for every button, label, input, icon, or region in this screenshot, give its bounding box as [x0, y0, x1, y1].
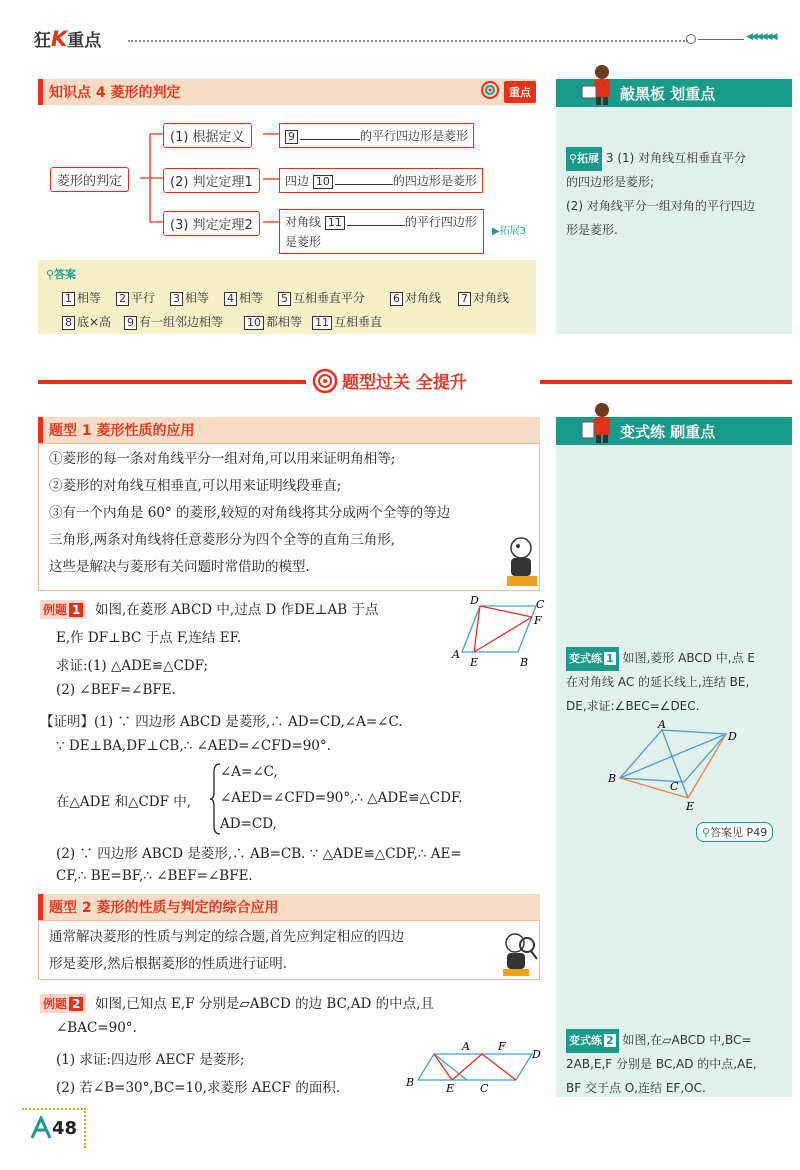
target-icon [480, 80, 500, 100]
proof-line-4: (2) ∵ 四边形 ABCD 是菱形,∴ AB=CB. ∵ △ADE≌△CDF,∴ AE= [56, 846, 462, 862]
proof-system-3: AD=CD, [220, 816, 277, 832]
section-title: 题型过关 全提升 [342, 373, 467, 393]
answer-10: 10 都相等 [244, 313, 302, 330]
answer-box [38, 260, 536, 334]
section-rule-left [38, 380, 306, 384]
proof-line-3: 在△ADE 和△CDF 中, [56, 794, 192, 810]
branch-3-statement: 对角线 11 的平行四边形 是菱形 [279, 209, 484, 254]
example1-line-2: E,作 DF⊥BC 于点 F,连结 EF. [56, 630, 242, 646]
header-circle-ornament [686, 34, 696, 44]
tip-line: 三角形,两条对角线将任意菱形分为四个全等的直角三角形, [49, 532, 396, 548]
answer-6: 6 对角线 [390, 289, 441, 306]
type1-title-bar [38, 417, 540, 443]
branch-3-link [263, 218, 279, 226]
brace [210, 762, 222, 836]
type1-title: 题型 1 菱形性质的应用 [49, 423, 195, 439]
proof-line-1: 【证明】(1) ∵ 四边形 ABCD 是菱形,∴ AD=CD,∠A=∠C. [40, 714, 403, 730]
practice-title: 变式练 刷重点 [620, 422, 716, 441]
practice1-tag: 变式练 1 [566, 647, 619, 671]
practice2-line-1: 变式练 2 如图,在▱ABCD 中,BC= [566, 1028, 751, 1053]
branch-1-statement: 9 的平行四边形是菱形 [279, 123, 474, 148]
fig3-label-e: E [446, 1082, 455, 1092]
example2-line-3: (1) 求证:四边形 AECF 是菱形; [56, 1052, 245, 1068]
mindmap-root: 菱形的判定 [50, 167, 129, 192]
branch-1-link [263, 130, 279, 138]
student-figure-icon [580, 62, 620, 106]
fig3-label-c: C [480, 1082, 489, 1092]
fig3-label-f: F [498, 1040, 506, 1053]
branch-2-label: (2) 判定定理1 [163, 168, 260, 193]
answer-ref-link[interactable]: ⚲答案见 P49 [696, 822, 773, 842]
example1-figure [448, 592, 548, 672]
answer-4: 4 相等 [224, 289, 263, 306]
example2-line-2: ∠BAC=90°. [56, 1020, 137, 1036]
practice2-line-3: BF 交于点 O,连结 EF,OC. [566, 1081, 706, 1095]
key-point-badge: 重点 [504, 81, 536, 103]
kp4-title: 知识点 4 菱形的判定 [49, 85, 181, 101]
ext-tag: ⚲拓展 [566, 147, 602, 171]
fig2-label-a: A [658, 720, 666, 731]
fig1-label-a: A [452, 648, 460, 661]
header-line-ornament [698, 39, 744, 40]
fig1-label-b: B [520, 656, 529, 669]
branch-2-link [263, 175, 279, 183]
practice1-line-1: 变式练 1 如图,菱形 ABCD 中,点 E [566, 646, 755, 671]
section-rule-right [540, 380, 792, 384]
example2-line-4: (2) 若∠B=30°,BC=10,求菱形 AECF 的面积. [56, 1080, 341, 1096]
key-icon: ⚲ [702, 826, 711, 839]
answer-3: 3 相等 [170, 289, 209, 306]
proof-line-2: ∵ DE⊥BA,DF⊥CB,∴ ∠AED=∠CFD=90°. [56, 738, 331, 754]
tip-line: 这些是解决与菱形有关问题时常借助的模型. [49, 559, 310, 575]
target-icon-section [312, 368, 338, 394]
practice1-figure [600, 720, 750, 812]
tip-line: ③有一个内角是 60° 的菱形,较短的对角线将其分成两个全等的等边 [49, 505, 451, 521]
brand-logo: 狂K重点 [34, 27, 102, 51]
tip-line: ②菱形的对角线互相垂直,可以用来证明线段垂直; [49, 478, 342, 494]
type2-title: 题型 2 菱形的性质与判定的综合应用 [49, 900, 279, 916]
proof-system-2: ∠AED=∠CFD=90°,∴ △ADE≌△CDF. [220, 790, 463, 806]
answer-7: 7 对角线 [458, 289, 509, 306]
example1-line-4: (2) ∠BEF=∠BFE. [56, 682, 176, 698]
page-number: 48 [52, 1118, 78, 1139]
example1-line-3: 求证:(1) △ADE≌△CDF; [56, 658, 209, 674]
answer-9: 9 有一组邻边相等 [124, 313, 223, 330]
tip-line: 形是菱形,然后根据菱形的性质进行证明. [49, 956, 288, 972]
fig3-label-a: A [462, 1040, 470, 1053]
example1-line-1: 例题 1 如图,在菱形 ABCD 中,过点 D 作DE⊥AB 于点 [40, 598, 378, 619]
fig1-label-c: C [536, 598, 545, 611]
practice2-tag: 变式练 2 [566, 1029, 619, 1053]
key-icon: ⚲ [46, 268, 55, 281]
magnifier-mascot-icon [501, 931, 539, 977]
answer-5: 5 互相垂直平分 [278, 289, 365, 306]
header-arrows-icon: ◀◀◀◀◀◀ [746, 32, 776, 42]
practice1-line-2: 在对角线 AC 的延长线上,连结 BE, [566, 675, 750, 689]
fig2-label-e: E [686, 800, 695, 812]
branch-2-statement: 四边 10 的四边形是菱形 [279, 168, 483, 193]
ext3-line-3: (2) 对角线平分一组对角的平行四边 [566, 199, 755, 213]
answer-1: 1 相等 [62, 289, 101, 306]
branch-1-label: (1) 根据定义 [163, 123, 252, 148]
branch-3-label: (3) 判定定理2 [163, 211, 260, 236]
bulb-icon: ⚲ [569, 152, 578, 165]
tip-line: 通常解决菱形的性质与判定的综合题,首先应判定相应的四边 [49, 929, 405, 945]
blackboard-title: 敲黑板 划重点 [620, 84, 716, 103]
ext3-line-2: 的四边形是菱形; [566, 175, 655, 189]
fig2-label-b: B [608, 772, 617, 785]
proof-system-1: ∠A=∠C, [220, 764, 278, 780]
extension-link[interactable]: ▶拓展3 [492, 226, 527, 237]
fig1-label-d: D [470, 594, 479, 607]
practice1-line-3: DE,求证:∠BEC=∠DEC. [566, 699, 700, 713]
practice2-line-2: 2AB,E,F 分别是 BC,AD 的中点,AE, [566, 1057, 757, 1071]
proof-line-5: CF,∴ BE=BF,∴ ∠BEF=∠BFE. [56, 868, 253, 884]
type1-tip-box [38, 443, 540, 591]
tip-line: ①菱形的每一条对角线平分一组对角,可以用来证明角相等; [49, 451, 396, 467]
student-figure-icon [580, 400, 620, 444]
example2-tag: 例题 2 [40, 994, 86, 1013]
page-a-icon [30, 1116, 52, 1140]
fig2-label-c: C [670, 780, 679, 793]
fig1-label-e: E [470, 656, 479, 669]
answer-2: 2 平行 [116, 289, 155, 306]
fig3-label-d: D [532, 1048, 541, 1061]
example2-line-1: 例题 2 如图,已知点 E,F 分别是▱ABCD 的边 BC,AD 的中点,且 [40, 992, 434, 1013]
fig2-label-d: D [728, 730, 737, 743]
type2-title-bar [38, 894, 540, 920]
header-divider [128, 40, 688, 42]
thinking-mascot-icon [503, 534, 541, 588]
kp4-title-bar [38, 79, 536, 105]
answer-tag: ⚲答案 [46, 268, 77, 281]
fig1-label-f: F [534, 614, 542, 627]
answer-8: 8 底×高 [62, 313, 111, 330]
type2-tip-box [38, 920, 540, 980]
ext3-line-4: 形是菱形. [566, 223, 618, 237]
example2-figure [404, 1040, 544, 1092]
ext3-line-1: ⚲拓展 3 (1) 对角线互相垂直平分 [566, 146, 746, 171]
fig3-label-b: B [406, 1076, 415, 1089]
answer-11: 11 互相垂直 [312, 313, 382, 330]
example1-tag: 例题 1 [40, 600, 86, 619]
